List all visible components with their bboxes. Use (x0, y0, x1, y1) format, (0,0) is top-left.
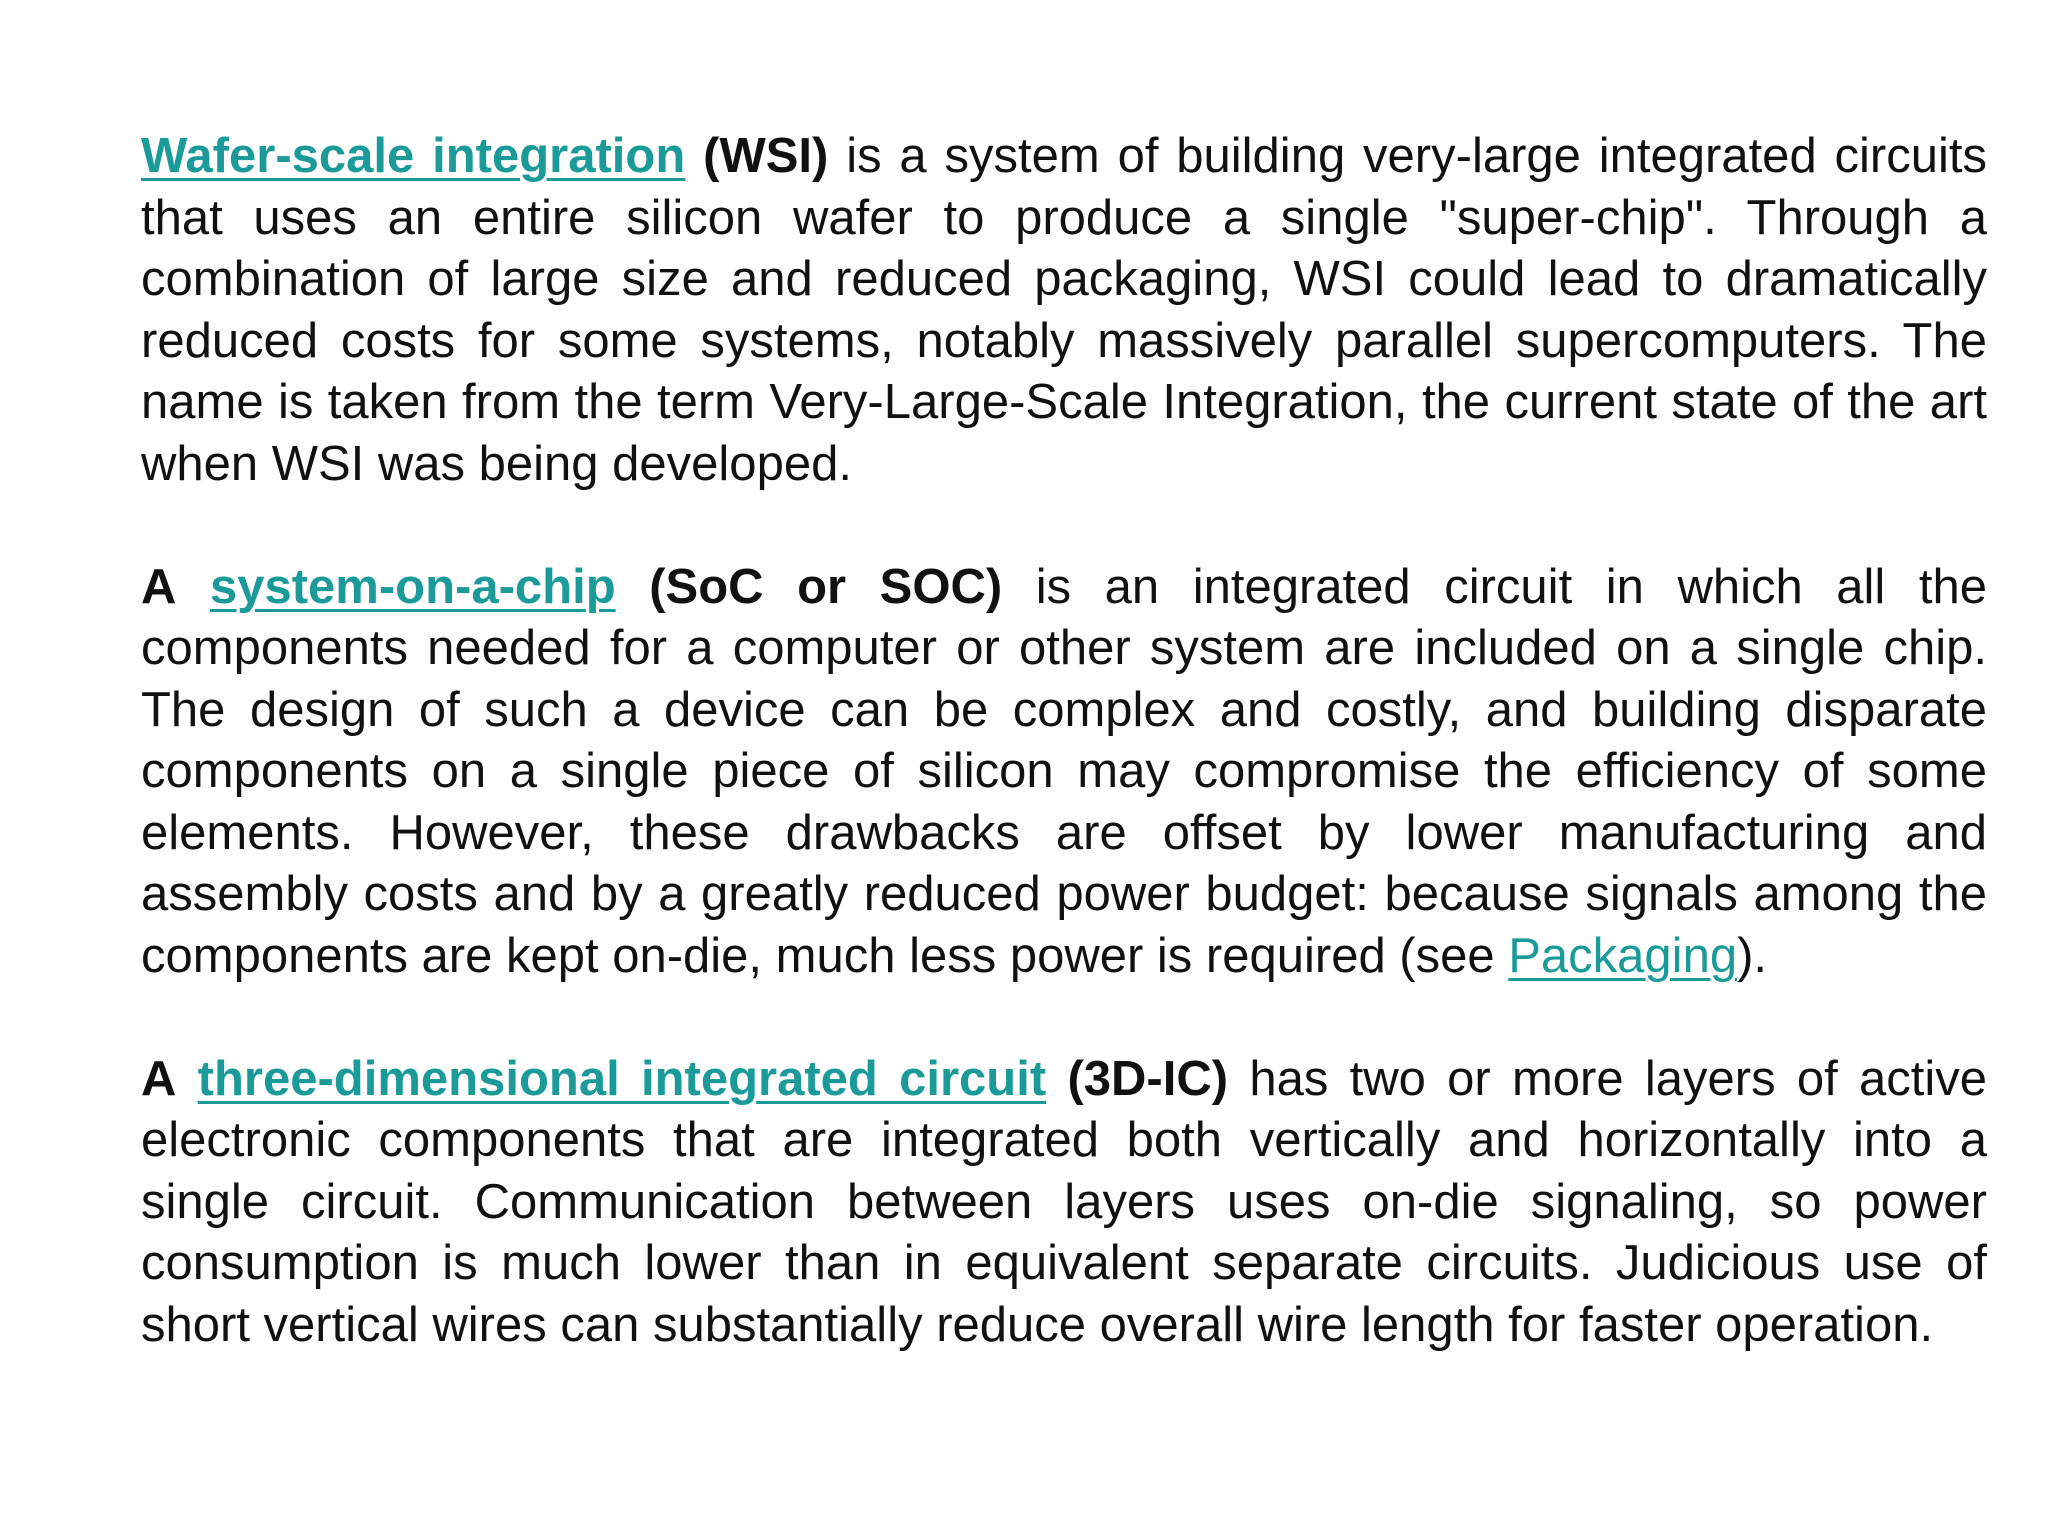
paragraph-wsi-text: is a system of building very-large integrated circuits that uses an entire silicon wafer to produce a single "super-chip". Through a combination of large size and reduced packaging, WSI could lead to dramatically reduced costs for some systems, notably massively parallel supercomputers. The name is taken from the term Very-Large-Scale Integration, the current state of the art when WSI was being developed. (141, 129, 1987, 491)
paragraph-soc-text: is an integrated circuit in which all the components needed for a computer or other system are included on a single chip. The design of such a device can be complex and costly, and building disparate components on a single piece of silicon may compromise the efficiency of some elements. However, these drawbacks are offset by lower manufacturing and assembly costs and by a greatly reduced power budget: because signals among the components are kept on-die, much less power is required (see (141, 559, 1987, 983)
paragraph-soc-tail: ). (1737, 928, 1768, 983)
link-three-dimensional-integrated-circuit[interactable]: three-dimensional integrated circuit (197, 1051, 1047, 1106)
term-3dic: (3D-IC) (1067, 1051, 1229, 1106)
paragraph-3dic (141, 1049, 1987, 1357)
paragraph-soc (141, 557, 1987, 988)
link-packaging[interactable]: Packaging (1508, 928, 1738, 983)
paragraph-3dic-text: has two or more layers of active electronic components that are integrated both vertically and horizontally into a single circuit. Communication between layers uses on-die signaling, so power consumption is much lower than in equivalent separate circuits. Judicious use of short vertical wires can substantially reduce overall wire length for faster operation. (141, 1051, 1988, 1352)
slide-content (141, 126, 1987, 1356)
term-wsi: (WSI) (703, 129, 829, 183)
paragraph-soc-lead: A (141, 559, 177, 614)
paragraph-3dic-lead: A (141, 1051, 177, 1106)
paragraph-wsi (141, 126, 1987, 495)
link-wafer-scale-integration[interactable]: Wafer-scale integration (141, 129, 686, 183)
link-system-on-a-chip[interactable]: system-on-a-chip (209, 559, 616, 614)
term-soc: (SoC or SOC) (649, 559, 1003, 614)
